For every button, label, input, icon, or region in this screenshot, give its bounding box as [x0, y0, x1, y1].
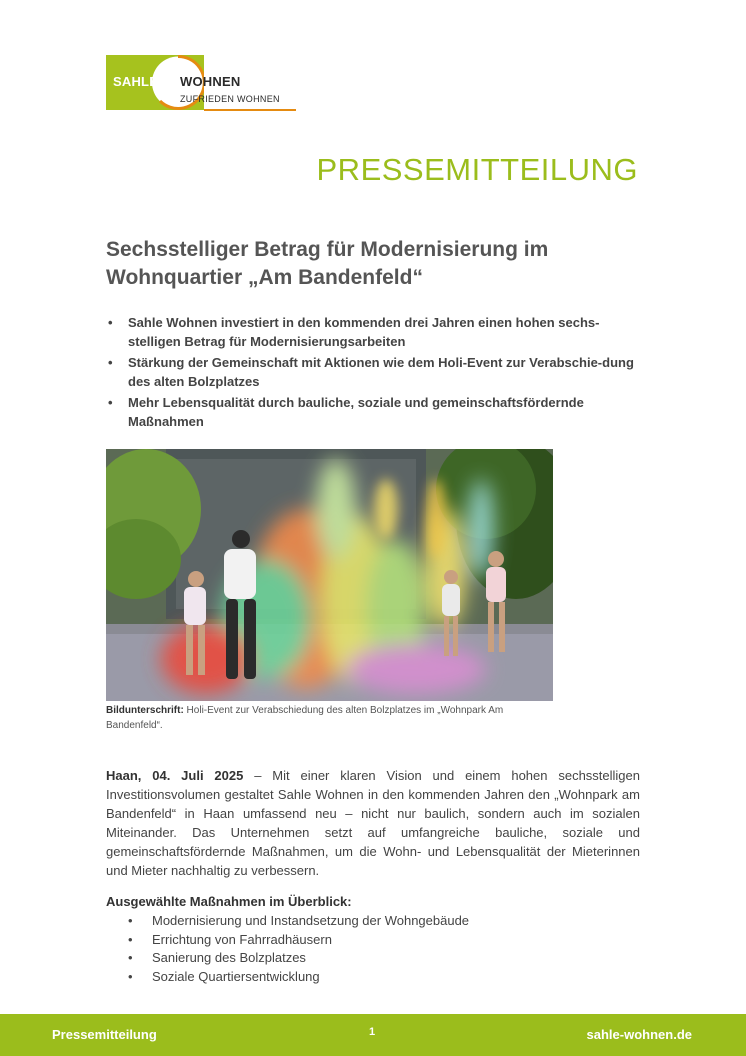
- highlight-text: Sahle Wohnen investiert in den kommenden drei Jahren einen hohen sechs-stelligen Betrag für Modernisierungsarbeiten: [128, 315, 600, 349]
- dateline: Haan, 04. Juli 2025: [106, 768, 244, 783]
- highlight-text: Stärkung der Gemeinschaft mit Aktionen wie dem Holi-Event zur Verabschie-dung des alten Bolzplatzes: [128, 355, 634, 389]
- measure-text: Sanierung des Bolzplatzes: [152, 950, 306, 965]
- logo-underline: [204, 109, 296, 111]
- footer-website-link[interactable]: sahle-wohnen.de: [586, 1027, 692, 1042]
- measure-item: [128, 968, 469, 987]
- measure-text: Modernisierung und Instandsetzung der Wohngebäude: [152, 913, 470, 928]
- document-type-heading: PRESSEMITTEILUNG: [316, 152, 638, 187]
- holi-event-photo: [106, 449, 553, 701]
- highlight-item: [106, 354, 646, 391]
- highlight-text: Mehr Lebensqualität durch bauliche, soziale und gemeinschaftsfördernde Maßnahmen: [128, 395, 584, 429]
- highlight-item: [106, 394, 646, 431]
- bullet-icon: •: [108, 395, 113, 410]
- logo-brand-right: WOHNEN: [180, 74, 241, 89]
- measure-item: [128, 912, 469, 931]
- photo-caption: [106, 703, 558, 733]
- measure-item: [128, 949, 469, 968]
- logo-brand-left: SAHLE: [113, 74, 159, 89]
- company-logo: [106, 55, 296, 111]
- photo-illustration: [106, 449, 553, 701]
- bullet-icon: •: [128, 913, 133, 928]
- body-text: – Mit einer klaren Vision und einem hohen sechsstelligen Investitionsvolumen gestaltet Sahle Wohnen in den kommenden Jahren den „Wohnpark am Bandenfeld“ in Haan umfassend neu – nicht nur baulich, sondern auch im sozialen Miteinander. Das Unternehmen setzt auf umfangreiche bauliche, soziale und gemeinschaftsfördernde Maßnahmen, um die Wohn- und Lebensqualität der Mieterinnen und Mieter nachhaltig zu verbessern.: [106, 768, 640, 878]
- measures-title: Ausgewählte Maßnahmen im Überblick:: [106, 894, 352, 909]
- caption-label: Bildunterschrift:: [106, 705, 184, 716]
- highlights-list: [106, 314, 646, 434]
- bullet-icon: •: [108, 315, 113, 330]
- logo-tagline: ZUFRIEDEN WOHNEN: [180, 94, 280, 104]
- measure-text: Soziale Quartiersentwicklung: [152, 968, 320, 984]
- caption-text: Holi-Event zur Verabschiedung des alten Bolzplatzes im „Wohnpark Am Bandenfeld“.: [106, 705, 504, 731]
- bullet-icon: •: [128, 950, 133, 965]
- page-footer: [0, 1014, 746, 1056]
- measures-list: [128, 912, 469, 986]
- page-number: 1: [369, 1026, 376, 1038]
- headline: Sechsstelliger Betrag für Modernisierung im Wohnquartier „Am Bandenfeld“: [106, 238, 549, 289]
- measure-item: [128, 931, 469, 950]
- measure-text: Errichtung von Fahrradhäusern: [152, 931, 332, 947]
- highlight-item: [106, 314, 646, 351]
- bullet-icon: •: [108, 355, 113, 370]
- bullet-icon: •: [128, 968, 133, 984]
- bullet-icon: •: [128, 931, 133, 947]
- footer-doc-type: Pressemitteilung: [52, 1027, 157, 1042]
- body-paragraph: [106, 766, 640, 880]
